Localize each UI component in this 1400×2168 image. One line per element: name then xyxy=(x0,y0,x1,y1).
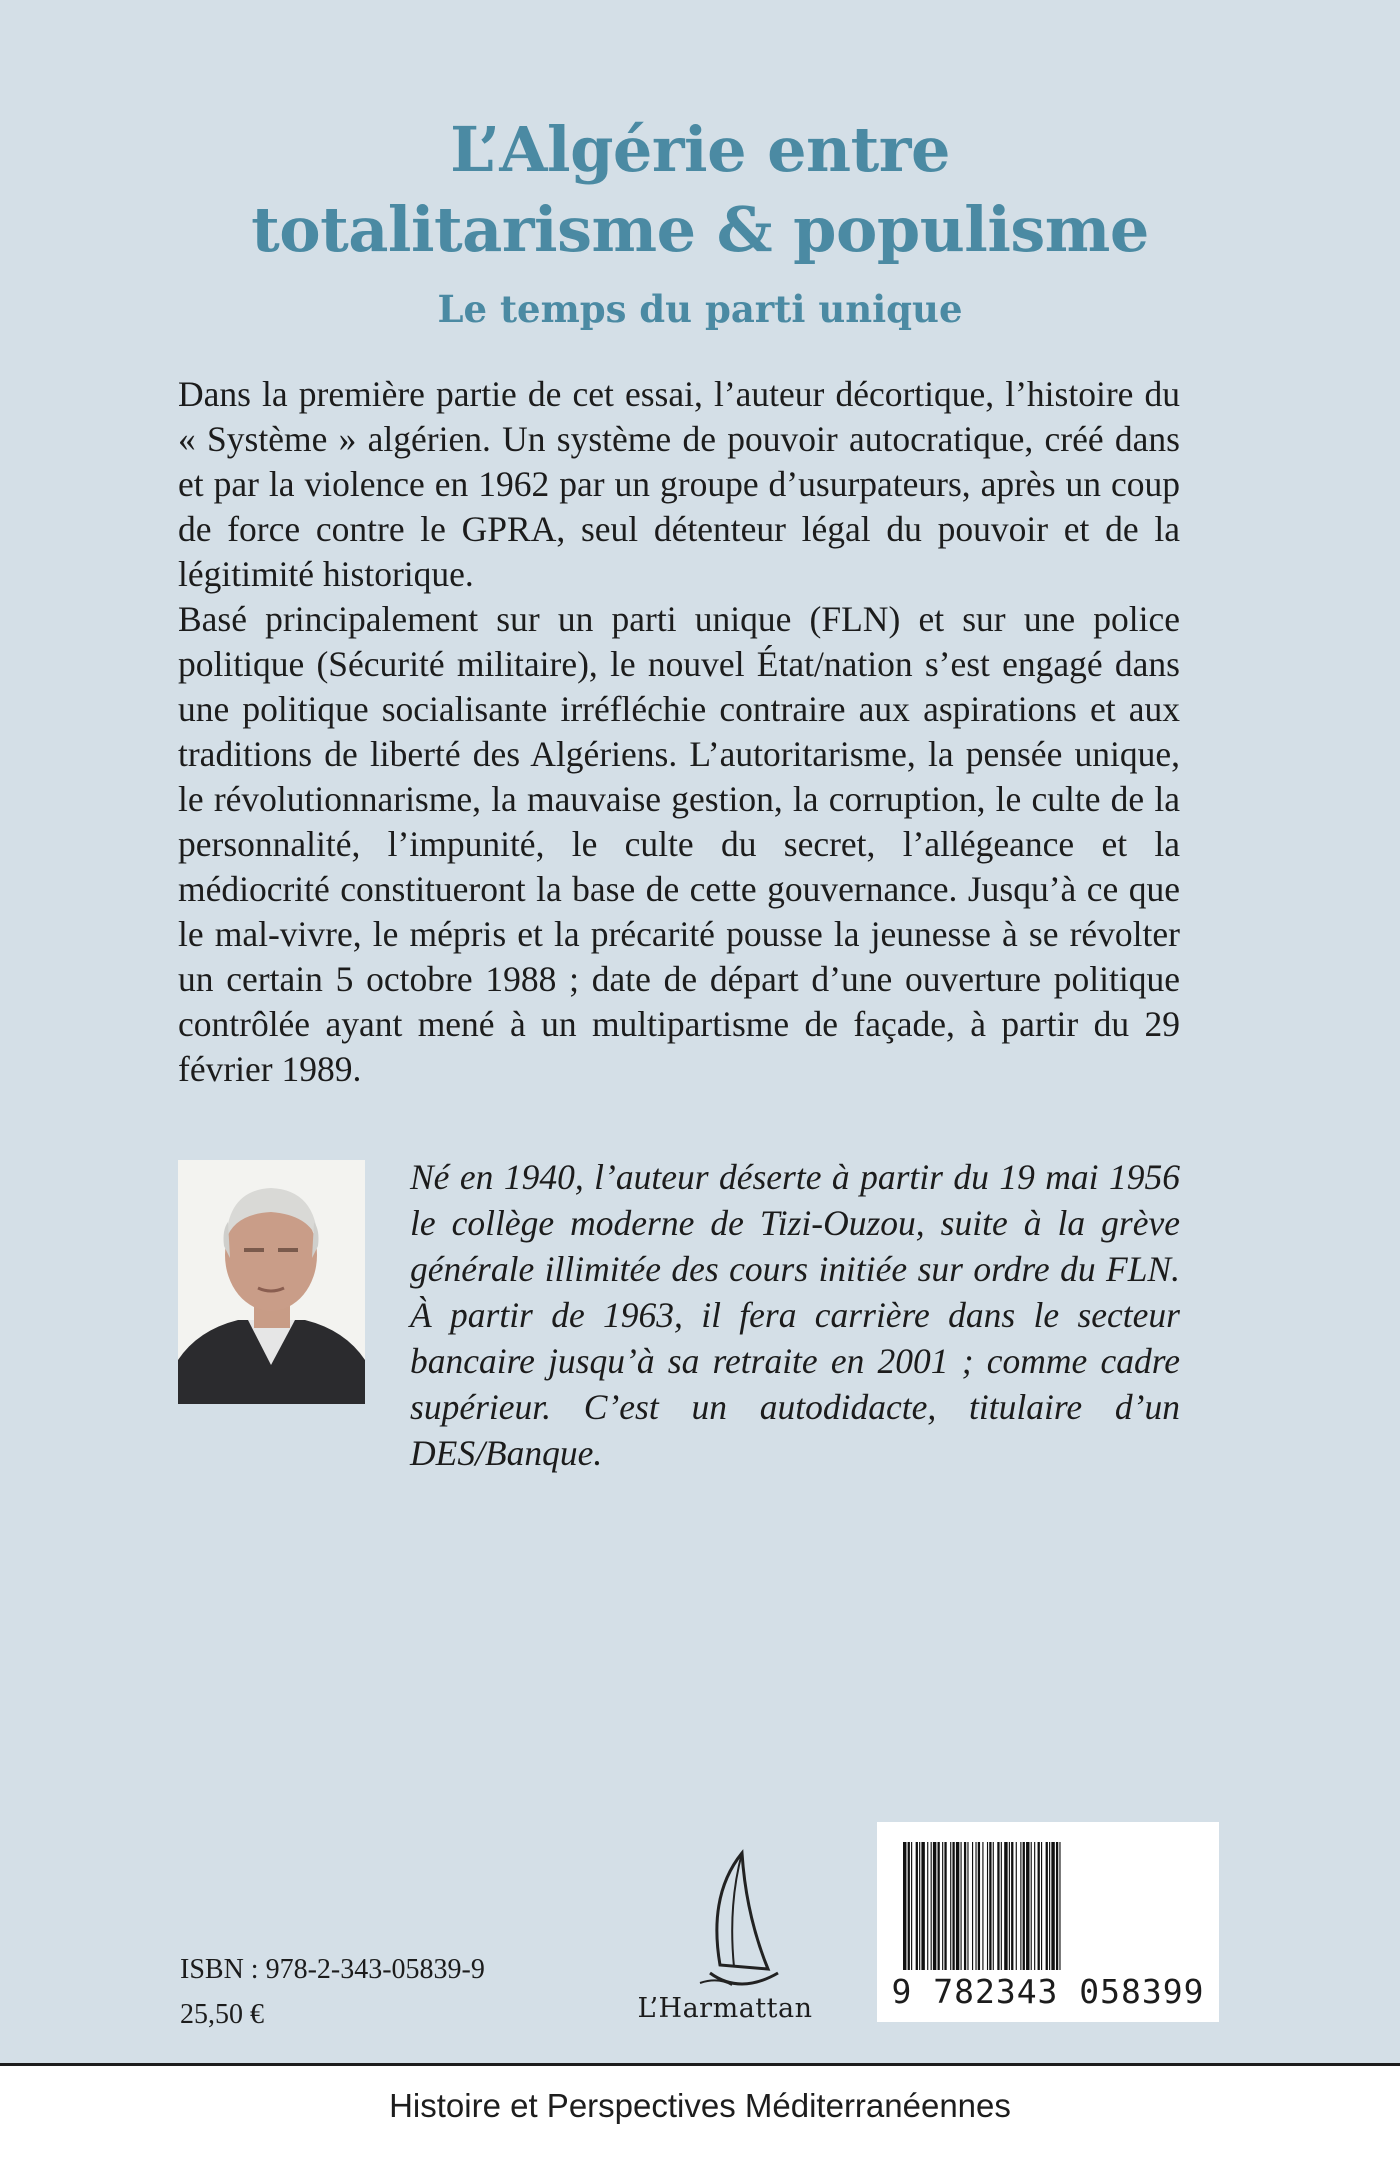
author-photo xyxy=(178,1160,365,1404)
synopsis xyxy=(178,372,1180,1092)
book-subtitle: Le temps du parti unique xyxy=(437,287,963,331)
author-bio: Né en 1940, l’auteur déserte à partir du 19 mai 1956 le collège moderne de Tizi-Ouzou, suite à la grève générale illimitée des cours initiée sur ordre du FLN. À partir de 1963, il fera carrière dans le secteur bancaire jusqu’à sa retraite en 2001 ; comme cadre supérieur. C’est un autodidacte, titulaire d’un DES/Banque. xyxy=(410,1157,1180,1473)
title-block xyxy=(0,110,1400,334)
series-name: Histoire et Perspectives Méditerranéennes xyxy=(389,2087,1011,2124)
book-title-line-1: L’Algérie entre xyxy=(450,113,950,186)
author-portrait-icon xyxy=(178,1160,365,1404)
synopsis-paragraph-2: Basé principalement sur un parti unique (FLN) et sur une police politique (Sécurité militaire), le nouvel État/nation s’est engagé dans une politique socialisante irréfléchie contraire aux aspirations et aux traditions de liberté des Algériens. L’autoritarisme, la pensée unique, le révolutionnarisme, la mauvaise gestion, la corruption, le culte de la personnalité, l’impunité, le culte du secret, l’allégeance et la médiocrité constitueront la base de cette gouvernance. Jusqu’à ce que le mal-vivre, le mépris et la précarité pousse la jeunesse à se révolter un certain 5 octobre 1988 ; date de départ d’une ouverture politique contrôlée ayant mené à un multipartisme de façade, à partir du 29 février 1989. xyxy=(178,599,1180,1089)
barcode xyxy=(877,1822,1219,2022)
barcode-bars-icon xyxy=(897,1842,1199,1970)
publisher-sailboat-logo-icon xyxy=(650,1845,830,2005)
synopsis-paragraph-1: Dans la première partie de cet essai, l’auteur décortique, l’histoire du « Système » algérien. Un système de pouvoir autocratique, créé dans et par la violence en 1962 par un groupe d’usurpateurs, après un coup de force contre le GPRA, seul détenteur légal du pouvoir et de la légitimité historique. xyxy=(178,374,1180,594)
book-title-line-2: totalitarisme & populisme xyxy=(251,193,1149,266)
barcode-digits: 9 782343 058399 xyxy=(891,1972,1205,2011)
publisher-name: L’Harmattan xyxy=(637,1993,813,2024)
price: 25,50 € xyxy=(180,1999,264,2030)
footer-divider xyxy=(0,2063,1400,2066)
isbn: ISBN : 978-2-343-05839-9 xyxy=(180,1954,485,1985)
